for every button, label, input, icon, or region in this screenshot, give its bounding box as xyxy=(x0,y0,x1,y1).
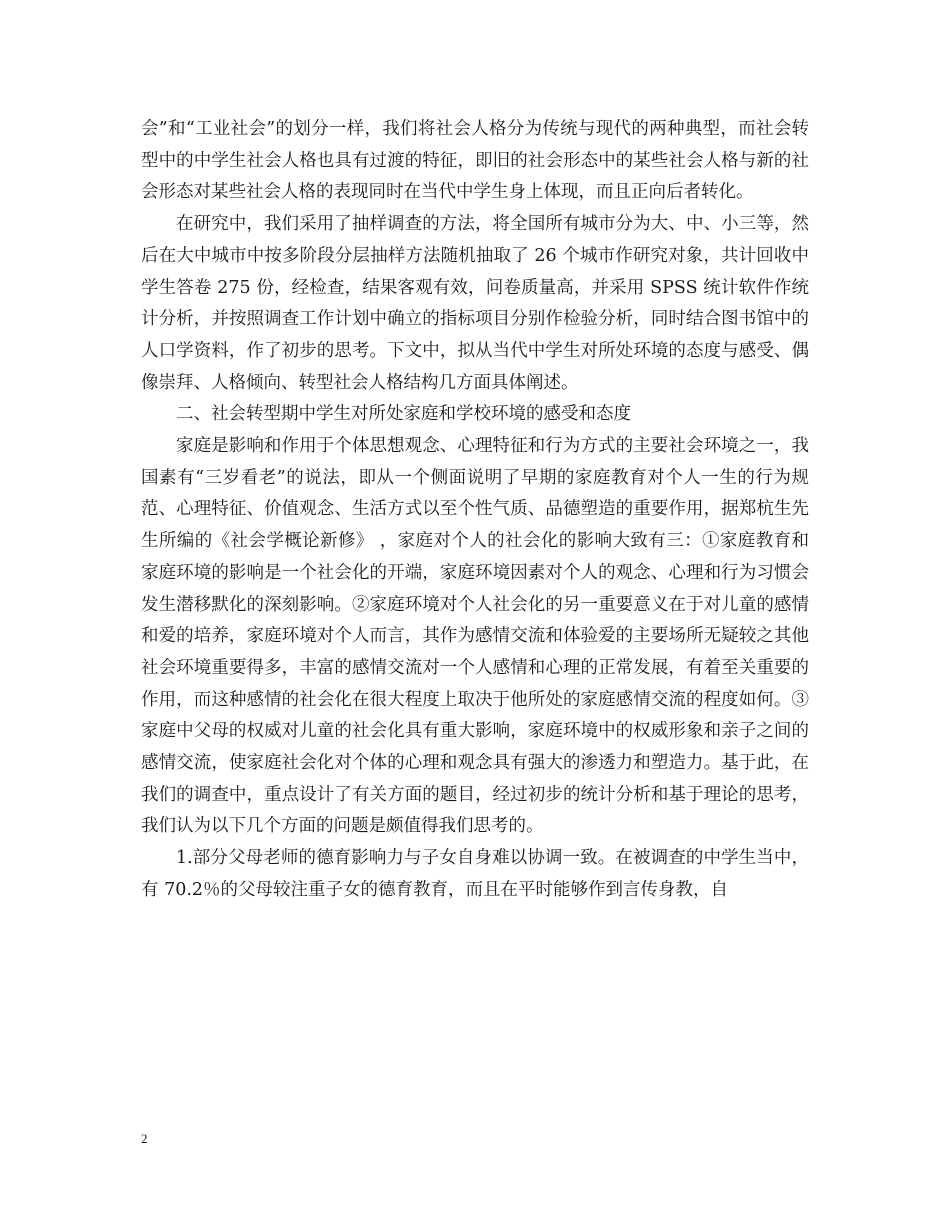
section-heading: 二、社会转型期中学生对所处家庭和学校环境的感受和态度 xyxy=(176,404,631,425)
paragraph-point-one: 1.部分父母老师的德育影响力与子女自身难以协调一致。在被调查的中学生当中，有 70.2％的父母较注重子女的德育教育，而且在平时能够作到言传身教，自 xyxy=(141,848,809,900)
paragraph-continuation: 会”和“工业社会”的划分一样，我们将社会人格分为传统与现代的两种典型，而社会转型中的中学生社会人格也具有过渡的特征，即旧的社会形态中的某些社会人格与新的社会形态对某些社会人格的表现同时在当代中学生身上体现，而且正向后者转化。 xyxy=(141,119,809,203)
page-number: 2 xyxy=(141,1131,148,1146)
body-text xyxy=(141,114,809,907)
paragraph-family-influence: 家庭是影响和作用于个体思想观念、心理特征和行为方式的主要社会环境之一，我国素有“三岁看老”的说法，即从一个侧面说明了早期的家庭教育对个人一生的行为规范、心理特征、价值观念、生活方式以至个性气质、品德塑造的重要作用，据郑杭生先生所编的《社会学概论新修》 ，家庭对个人的社会化的影响大致有三：①家庭教育和家庭环境的影响是一个社会化的开端，家庭环境因素对个人的观念、心理和行为习惯会发生潜移默化的深刻影响。②家庭环境对个人社会化的另一重要意义在于对儿童的感情和爱的培养，家庭环境对个人而言，其作为感情交流和体验爱的主要场所无疑较之其他社会环境重要得多，丰富的感情交流对一个人感情和心理的正常发展，有着至关重要的作用，而这种感情的社会化在很大程度上取决于他所处的家庭感情交流的程度如何。③家庭中父母的权威对儿童的社会化具有重大影响，家庭环境中的权威形象和亲子之间的感情交流，使家庭社会化对个体的心理和观念具有强大的渗透力和塑造力。基于此，在我们的调查中，重点设计了有关方面的题目，经过初步的统计分析和基于理论的思考，我们认为以下几个方面的问题是颇值得我们思考的。 xyxy=(141,436,809,837)
paragraph-research-method: 在研究中，我们采用了抽样调查的方法，将全国所有城市分为大、中、小三等，然后在大中城市中按多阶段分层抽样方法随机抽取了 26 个城市作研究对象，共计回收中学生答卷 275 份，经检查，结果客观有效，问卷质量高，并采用 SPSS 统计软件作统计分析，并按照调查工作计划中确立的指标项目分别作检验分析，同时结合图书馆中的人口学资料，作了初步的思考。下文中，拟从当代中学生对所处环境的态度与感受、偶像崇拜、人格倾向、转型社会人格结构几方面具体阐述。 xyxy=(141,214,809,393)
